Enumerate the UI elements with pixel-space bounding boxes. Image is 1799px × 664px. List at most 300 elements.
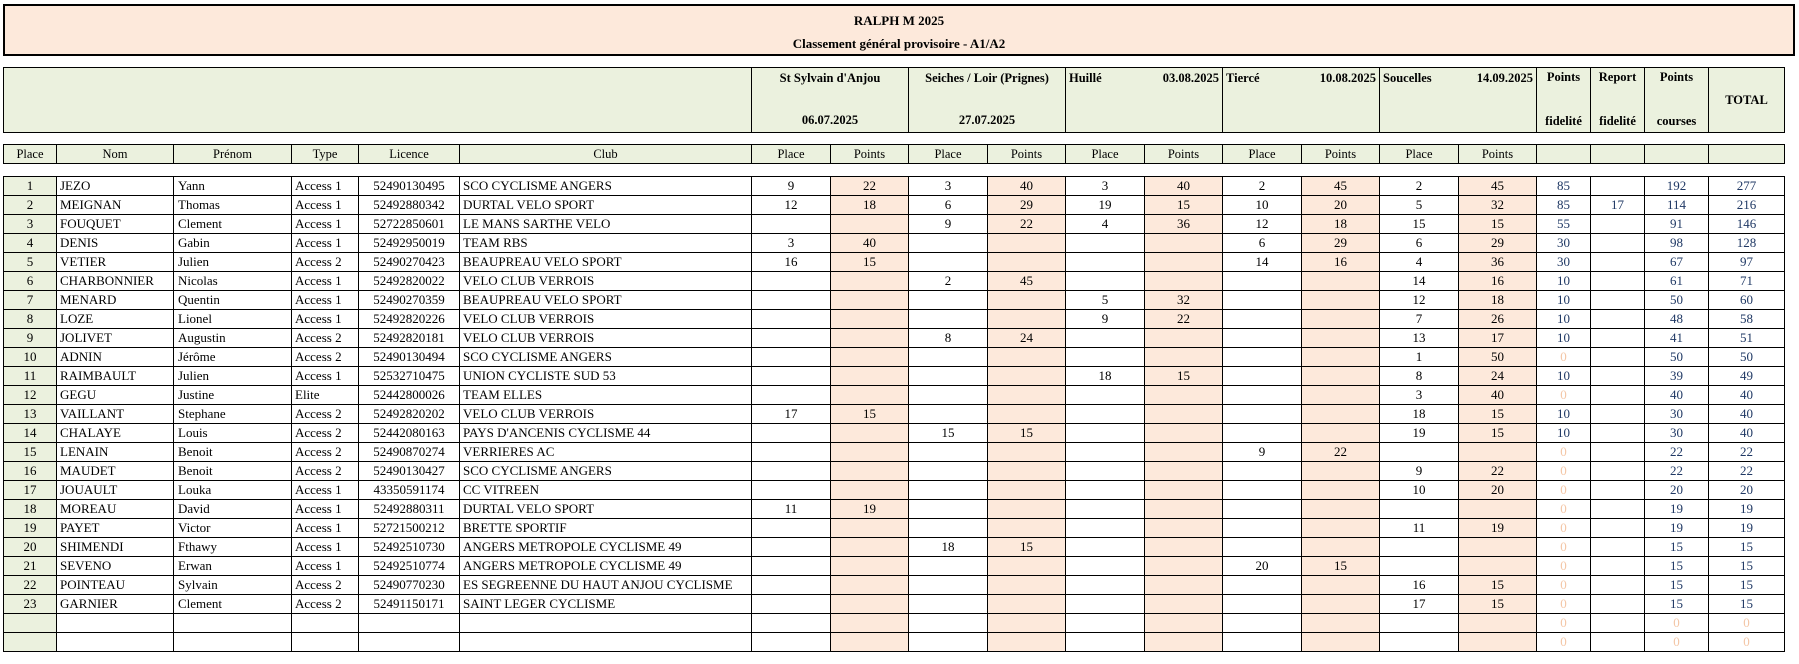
race-place-cell [1380,443,1459,462]
prenom-cell: Benoit [174,462,292,481]
rank-cell: 9 [4,329,57,348]
race-header [1223,68,1380,133]
race-points-cell [831,329,909,348]
race-place-cell: 14 [1380,272,1459,291]
total-cell: 0 [1709,633,1785,652]
race-points-cell [1302,538,1380,557]
col-header-race-points: Points [988,145,1066,164]
total-cell: 15 [1709,538,1785,557]
gap-cell [359,133,460,145]
race-place-cell [1223,272,1302,291]
race-place-cell: 17 [752,405,831,424]
licence-cell: 52722850601 [359,215,460,234]
table-row [4,310,1785,329]
type-cell: Access 2 [292,424,359,443]
rank-cell: 6 [4,272,57,291]
report-fidelite-cell [1591,500,1645,519]
race-points-cell: 45 [1459,177,1537,196]
club-cell: BRETTE SPORTIF [460,519,752,538]
gap-cell [1223,133,1302,145]
prenom-cell: Jérôme [174,348,292,367]
licence-cell: 52490130495 [359,177,460,196]
race-place-cell [1380,633,1459,652]
points-fidelite-cell: 30 [1537,253,1591,272]
race-points-cell [1145,576,1223,595]
type-cell: Access 1 [292,196,359,215]
rank-cell: 22 [4,576,57,595]
race-place-cell: 2 [1380,177,1459,196]
report-fidelite-cell [1591,386,1645,405]
gap-cell [988,133,1066,145]
race-place-cell [1066,348,1145,367]
gap-cell [1537,133,1591,145]
race-place-cell [1380,500,1459,519]
race-points-cell: 40 [988,177,1066,196]
club-cell: ANGERS METROPOLE CYCLISME 49 [460,557,752,576]
type-cell: Access 2 [292,595,359,614]
race-place-cell [752,386,831,405]
licence-cell: 52492820226 [359,310,460,329]
nom-cell: SHIMENDI [57,538,174,557]
race-points-cell: 19 [831,500,909,519]
rank-cell: 8 [4,310,57,329]
rank-cell: 3 [4,215,57,234]
race-header [1380,68,1537,133]
points-courses-cell: 19 [1645,519,1709,538]
points-fidelite-cell: 30 [1537,234,1591,253]
race-place-cell [752,538,831,557]
points-courses-cell: 91 [1645,215,1709,234]
points-fidelite-cell: 0 [1537,386,1591,405]
points-courses-cell: 30 [1645,405,1709,424]
type-cell: Access 1 [292,215,359,234]
type-cell: Access 1 [292,481,359,500]
race-place-cell [1223,633,1302,652]
race-points-cell [1302,519,1380,538]
licence-cell: 52492510774 [359,557,460,576]
licence-cell: 52490130427 [359,462,460,481]
col-header-race-place: Place [752,145,831,164]
licence-cell: 52492880311 [359,500,460,519]
sheet-title: RALPH M 2025 [853,13,945,28]
race-place-cell [909,253,988,272]
race-points-cell [1145,538,1223,557]
race-points-cell: 29 [1302,234,1380,253]
report-fidelite-cell: 17 [1591,196,1645,215]
race-points-cell [1459,633,1537,652]
col-header-type: Type [292,145,359,164]
race-place-cell [752,424,831,443]
col-header-race-points: Points [1302,145,1380,164]
race-place-cell [752,443,831,462]
report-fidelite-cell [1591,462,1645,481]
header-line: courses [1656,114,1697,128]
total-cell: 277 [1709,177,1785,196]
nom-cell: MEIGNAN [57,196,174,215]
race-points-cell [831,481,909,500]
race-place-cell [909,405,988,424]
rank-cell: 2 [4,196,57,215]
race-place-cell [1066,633,1145,652]
report-fidelite-cell [1591,519,1645,538]
race-place-cell [909,291,988,310]
rank-cell: 1 [4,177,57,196]
race-place-cell [1223,348,1302,367]
race-place-cell: 6 [1380,234,1459,253]
race-place-cell [1380,614,1459,633]
prenom-cell: Gabin [174,234,292,253]
licence-cell: 52492820202 [359,405,460,424]
club-cell: TEAM ELLES [460,386,752,405]
race-place-cell: 14 [1223,253,1302,272]
nom-cell: FOUQUET [57,215,174,234]
nom-cell: PAYET [57,519,174,538]
race-points-cell [1459,557,1537,576]
race-points-cell [1459,500,1537,519]
points-courses-header [1645,68,1709,133]
col-header-place: Place [4,145,57,164]
points-courses-cell: 98 [1645,234,1709,253]
points-fidelite-cell: 0 [1537,348,1591,367]
points-courses-cell: 30 [1645,424,1709,443]
report-fidelite-cell [1591,633,1645,652]
race-points-cell [1302,291,1380,310]
race-points-cell [831,215,909,234]
race-date: 10.08.2025 [1319,71,1376,85]
race-place-cell [1223,329,1302,348]
club-cell: BEAUPREAU VELO SPORT [460,253,752,272]
race-points-cell [1302,405,1380,424]
gap-cell [174,164,292,177]
club-cell: BEAUPREAU VELO SPORT [460,291,752,310]
race-place-cell [1223,462,1302,481]
race-place-cell [1223,500,1302,519]
race-place-cell: 4 [1380,253,1459,272]
type-cell: Access 2 [292,253,359,272]
col-header-nom: Nom [57,145,174,164]
race-place-cell: 4 [1066,215,1145,234]
race-points-cell: 36 [1145,215,1223,234]
race-place-cell: 6 [909,196,988,215]
total-cell: 22 [1709,462,1785,481]
total-cell: 128 [1709,234,1785,253]
gap-cell [57,133,174,145]
race-points-cell: 40 [1145,177,1223,196]
race-place-cell [1066,253,1145,272]
race-place-cell: 10 [1380,481,1459,500]
points-fidelite-cell: 0 [1537,538,1591,557]
report-fidelite-cell [1591,234,1645,253]
type-cell: Access 1 [292,177,359,196]
title-box [3,4,1795,56]
race-place-cell [1223,424,1302,443]
race-place-cell: 18 [909,538,988,557]
race-points-cell [831,614,909,633]
race-place-cell: 2 [1223,177,1302,196]
race-place-cell [1066,405,1145,424]
points-fidelite-header [1537,68,1591,133]
race-place-cell [1223,595,1302,614]
race-points-cell [988,519,1066,538]
race-place-cell [1223,405,1302,424]
race-points-cell [1145,424,1223,443]
race-points-cell: 40 [831,234,909,253]
race-name: Soucelles [1383,71,1432,85]
nom-cell: JOLIVET [57,329,174,348]
licence-cell: 52492820181 [359,329,460,348]
race-place-cell [1223,481,1302,500]
prenom-cell: Julien [174,367,292,386]
race-points-cell: 22 [1459,462,1537,481]
race-points-cell: 20 [1302,196,1380,215]
rank-cell: 13 [4,405,57,424]
total-cell: 0 [1709,614,1785,633]
race-name: Huillé [1069,71,1102,85]
total-cell: 146 [1709,215,1785,234]
gap-cell [1459,133,1537,145]
race-points-cell [988,253,1066,272]
licence-cell: 52490870274 [359,443,460,462]
points-fidelite-cell: 0 [1537,443,1591,462]
race-place-cell [909,462,988,481]
prenom-cell: Louka [174,481,292,500]
prenom-cell: Sylvain [174,576,292,595]
total-cell: 97 [1709,253,1785,272]
race-points-cell [988,291,1066,310]
nom-cell [57,633,174,652]
race-points-cell [1302,595,1380,614]
points-fidelite-cell: 85 [1537,177,1591,196]
race-points-cell: 15 [831,253,909,272]
total-cell: 51 [1709,329,1785,348]
report-fidelite-header [1591,68,1645,133]
points-courses-cell: 22 [1645,462,1709,481]
table-row [4,348,1785,367]
race-place-cell [752,310,831,329]
race-place-cell: 12 [1380,291,1459,310]
race-points-cell [1302,386,1380,405]
table-row [4,367,1785,386]
nom-cell: MOREAU [57,500,174,519]
prenom-cell [174,614,292,633]
gap-cell [4,133,57,145]
club-cell [460,614,752,633]
points-courses-cell: 41 [1645,329,1709,348]
race-points-cell: 15 [831,405,909,424]
nom-cell: JEZO [57,177,174,196]
club-cell: VELO CLUB VERROIS [460,310,752,329]
total-header: TOTAL [1709,68,1785,133]
race-points-cell: 22 [1145,310,1223,329]
nom-cell: LOZE [57,310,174,329]
type-cell: Access 1 [292,234,359,253]
nom-cell: MAUDET [57,462,174,481]
gap-cell [1380,133,1459,145]
prenom-cell: Thomas [174,196,292,215]
rank-cell: 21 [4,557,57,576]
race-place-cell [909,519,988,538]
gap-cell [4,164,57,177]
gap-cell [752,133,831,145]
type-cell: Access 1 [292,310,359,329]
race-points-cell: 18 [1302,215,1380,234]
points-courses-cell: 39 [1645,367,1709,386]
race-place-cell: 3 [1066,177,1145,196]
race-place-cell [1223,310,1302,329]
race-place-cell [752,272,831,291]
race-points-cell: 20 [1459,481,1537,500]
points-fidelite-cell: 0 [1537,500,1591,519]
race-points-cell: 22 [988,215,1066,234]
licence-cell: 52490770230 [359,576,460,595]
prenom-cell: Victor [174,519,292,538]
race-header [1066,68,1223,133]
prenom-cell: Nicolas [174,272,292,291]
race-points-cell [1459,443,1537,462]
race-points-cell [1302,367,1380,386]
table-row [4,177,1785,196]
race-place-cell [1380,538,1459,557]
race-points-cell [1302,310,1380,329]
prenom-cell: Louis [174,424,292,443]
total-cell: 15 [1709,557,1785,576]
gap-cell [1302,164,1380,177]
race-name: Seiches / Loir (Prignes) [925,71,1049,85]
total-cell: 40 [1709,386,1785,405]
gap-cell [831,133,909,145]
licence-cell [359,633,460,652]
race-points-cell [831,576,909,595]
race-points-cell [831,386,909,405]
race-points-cell [988,614,1066,633]
report-fidelite-cell [1591,177,1645,196]
race-place-cell: 19 [1066,196,1145,215]
race-points-cell [988,386,1066,405]
report-fidelite-cell [1591,348,1645,367]
race-date: 14.09.2025 [1476,71,1533,85]
race-place-cell: 16 [1380,576,1459,595]
table-row [4,595,1785,614]
race-points-cell [1145,500,1223,519]
rank-cell: 14 [4,424,57,443]
race-place-cell [1223,519,1302,538]
standings-table [3,67,1785,652]
club-cell: DURTAL VELO SPORT [460,196,752,215]
race-place-cell: 10 [1223,196,1302,215]
report-fidelite-cell [1591,557,1645,576]
header-line: fidelité [1599,114,1636,128]
race-place-cell [1223,614,1302,633]
points-courses-cell: 22 [1645,443,1709,462]
race-points-cell [1145,386,1223,405]
points-courses-cell: 114 [1645,196,1709,215]
race-place-cell [1066,614,1145,633]
race-points-cell [988,500,1066,519]
race-points-cell: 29 [1459,234,1537,253]
header-line: Report [1598,70,1637,84]
gap-cell [1223,164,1302,177]
col-header-licence: Licence [359,145,460,164]
col-header-race-points: Points [1145,145,1223,164]
race-place-cell: 15 [909,424,988,443]
points-fidelite-cell: 0 [1537,519,1591,538]
total-cell: 40 [1709,405,1785,424]
points-courses-cell: 67 [1645,253,1709,272]
col-header-race-points: Points [1459,145,1537,164]
nom-cell: DENIS [57,234,174,253]
col-header-club: Club [460,145,752,164]
club-cell: ANGERS METROPOLE CYCLISME 49 [460,538,752,557]
race-points-cell [1145,519,1223,538]
points-fidelite-cell: 10 [1537,329,1591,348]
club-cell: TEAM RBS [460,234,752,253]
gap-cell [1459,164,1537,177]
type-cell: Access 1 [292,272,359,291]
points-fidelite-cell: 0 [1537,576,1591,595]
race-place-cell [1066,443,1145,462]
race-points-cell [1145,595,1223,614]
prenom-cell: Fthawy [174,538,292,557]
race-place-cell [1223,386,1302,405]
gap-cell [460,133,752,145]
race-points-cell [831,310,909,329]
total-cell: 58 [1709,310,1785,329]
race-place-cell: 11 [752,500,831,519]
report-fidelite-cell [1591,424,1645,443]
race-points-cell [1302,633,1380,652]
points-courses-cell: 40 [1645,386,1709,405]
type-cell: Access 1 [292,500,359,519]
race-place-cell [1066,576,1145,595]
nom-cell: ADNIN [57,348,174,367]
type-cell: Access 2 [292,329,359,348]
licence-cell [359,614,460,633]
report-fidelite-cell [1591,538,1645,557]
points-courses-cell: 15 [1645,557,1709,576]
race-place-cell: 6 [1223,234,1302,253]
race-place-cell [1066,272,1145,291]
total-cell: 71 [1709,272,1785,291]
points-fidelite-cell: 10 [1537,367,1591,386]
club-cell: DURTAL VELO SPORT [460,500,752,519]
report-fidelite-cell [1591,443,1645,462]
race-place-cell [1380,557,1459,576]
race-place-cell [752,215,831,234]
points-fidelite-cell: 0 [1537,462,1591,481]
race-points-cell: 29 [988,196,1066,215]
table-row [4,405,1785,424]
type-cell: Elite [292,386,359,405]
licence-cell: 52532710475 [359,367,460,386]
race-date: 06.07.2025 [801,113,859,127]
race-place-cell: 3 [1380,386,1459,405]
points-courses-cell: 15 [1645,576,1709,595]
table-row [4,272,1785,291]
points-courses-cell: 19 [1645,500,1709,519]
race-place-cell: 7 [1380,310,1459,329]
table-row [4,215,1785,234]
col-header-prenom: Prénom [174,145,292,164]
table-row [4,538,1785,557]
race-place-cell [752,481,831,500]
table-row [4,291,1785,310]
column-header-row [4,145,1785,164]
club-cell: VELO CLUB VERROIS [460,329,752,348]
nom-cell: POINTEAU [57,576,174,595]
race-place-cell: 2 [909,272,988,291]
race-points-cell: 24 [1459,367,1537,386]
total-cell: 40 [1709,424,1785,443]
